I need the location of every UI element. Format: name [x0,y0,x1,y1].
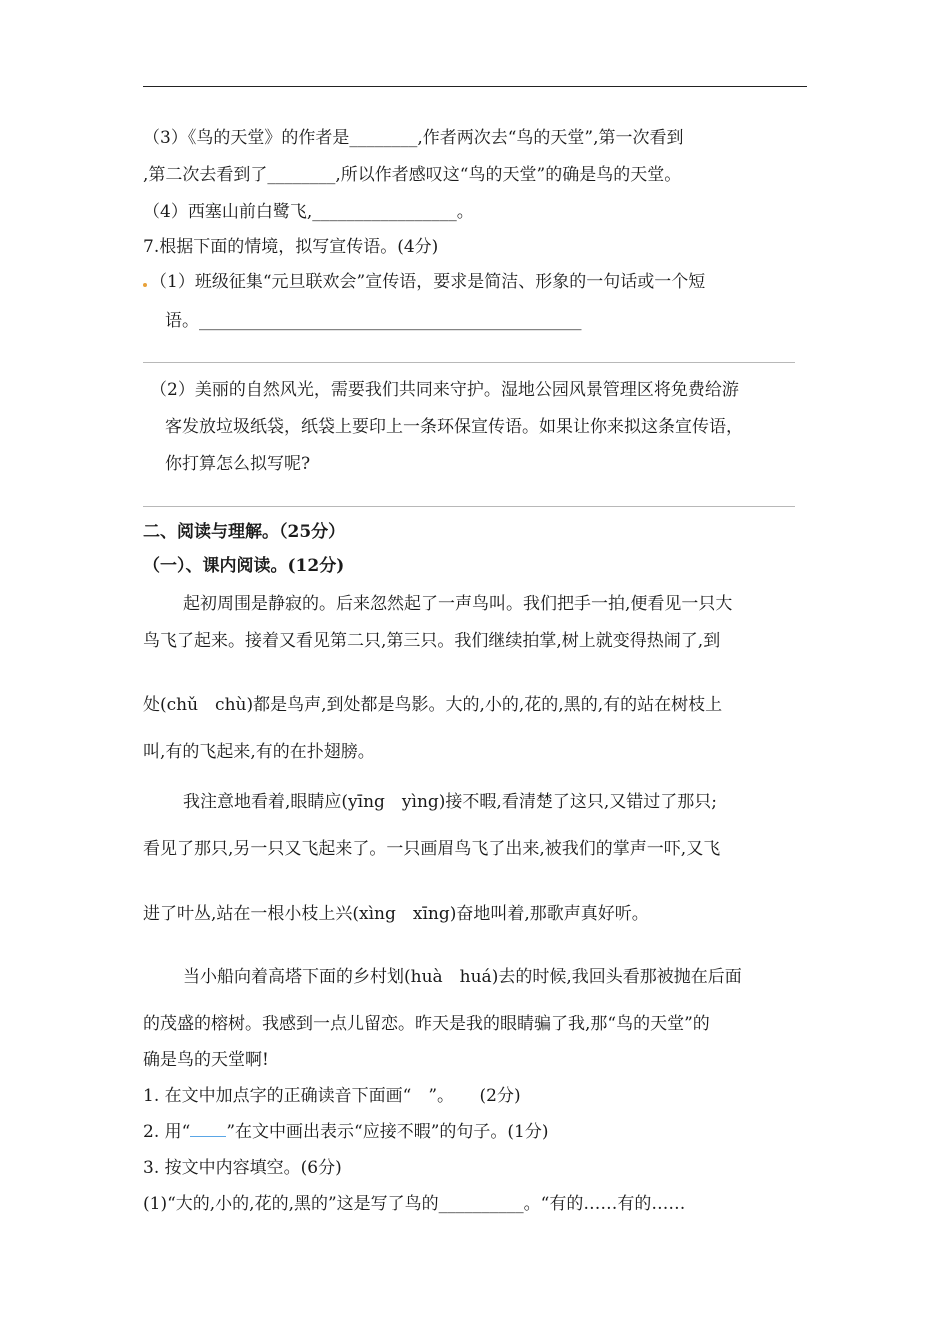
reading-question-3-1: (1)“大的,小的,花的,黑的”这是写了鸟的__________。“有的……有的…… [143,1194,686,1214]
passage-p2-line-1: 我注意地看着,眼睛应(yīng yìng)接不暇,看清楚了这只,又错过了那只; [183,792,717,812]
passage-p1-line-4: 叫,有的飞起来,有的在扑翅膀。 [143,742,375,762]
subsection-1-heading: （一）、课内阅读。(12分) [143,556,345,576]
passage-p1-line-3: 处(chǔ chù)都是鸟声,到处都是鸟影。大的,小的,花的,黑的,有的站在树枝上 [143,695,723,715]
passage-p3-line-1: 当小船向着高塔下面的乡村划(huà huá)去的时候,我回头看那被抛在后面 [183,967,742,987]
question-7-1-line-1: （1）班级征集“元旦联欢会”宣传语，要求是简洁、形象的一句话或一个短 [150,272,706,292]
reading-question-2-suffix: ”在文中画出表示“应接不暇”的句子。(1分) [226,1122,549,1142]
question-7-2-line-1: （2）美丽的自然风光，需要我们共同来守护。湿地公园风景管理区将免费给游 [150,380,739,400]
passage-p3-line-2: 的茂盛的榕树。我感到一点儿留恋。昨天是我的眼睛骗了我,那“鸟的天堂”的 [143,1014,710,1034]
question-7-heading: 7.根据下面的情境，拟写宣传语。(4分) [143,237,439,257]
passage-p1-line-2: 鸟飞了起来。接着又看见第二只,第三只。我们继续拍掌,树上就变得热闹了,到 [143,631,721,651]
section-2-heading: 二、阅读与理解。（25分） [143,522,346,542]
question-4-line: （4）西塞山前白鹭飞,_________________。 [143,202,474,222]
passage-p2-line-3: 进了叶丛,站在一根小枝上兴(xìng xīng)奋地叫着,那歌声真好听。 [143,904,649,924]
reading-question-2 [143,1121,548,1143]
question-7-2-line-3: 你打算怎么拟写呢? [165,454,311,474]
reading-question-2-prefix: 2. 用“ [143,1122,191,1142]
question-3-line-2: ,第二次去看到了________,所以作者感叹这“鸟的天堂”的确是鸟的天堂。 [143,165,682,185]
blue-underline-mark [190,1122,226,1137]
answer-rule-2 [143,506,795,507]
header-rule [143,86,807,87]
marker-dot [143,283,147,287]
question-7-2-line-2: 客发放垃圾纸袋，纸袋上要印上一条环保宣传语。如果让你来拟这条宣传语， [165,417,743,437]
question-7-1-line-2: 语。_____________________________________________ [165,311,582,331]
passage-p3-line-3: 确是鸟的天堂啊! [143,1050,269,1070]
passage-p2-line-2: 看见了那只,另一只又飞起来了。一只画眉鸟飞了出来,被我们的掌声一吓,又飞 [143,839,721,859]
passage-p1-line-1: 起初周围是静寂的。后来忽然起了一声鸟叫。我们把手一拍,便看见一只大 [183,594,733,614]
question-3-line-1: （3）《鸟的天堂》的作者是________,作者两次去“鸟的天堂”,第一次看到 [143,128,684,148]
reading-question-3: 3. 按文中内容填空。(6分) [143,1158,342,1178]
answer-rule-1 [143,362,795,363]
reading-question-1: 1. 在文中加点字的正确读音下面画“ ”。 (2分) [143,1086,521,1106]
